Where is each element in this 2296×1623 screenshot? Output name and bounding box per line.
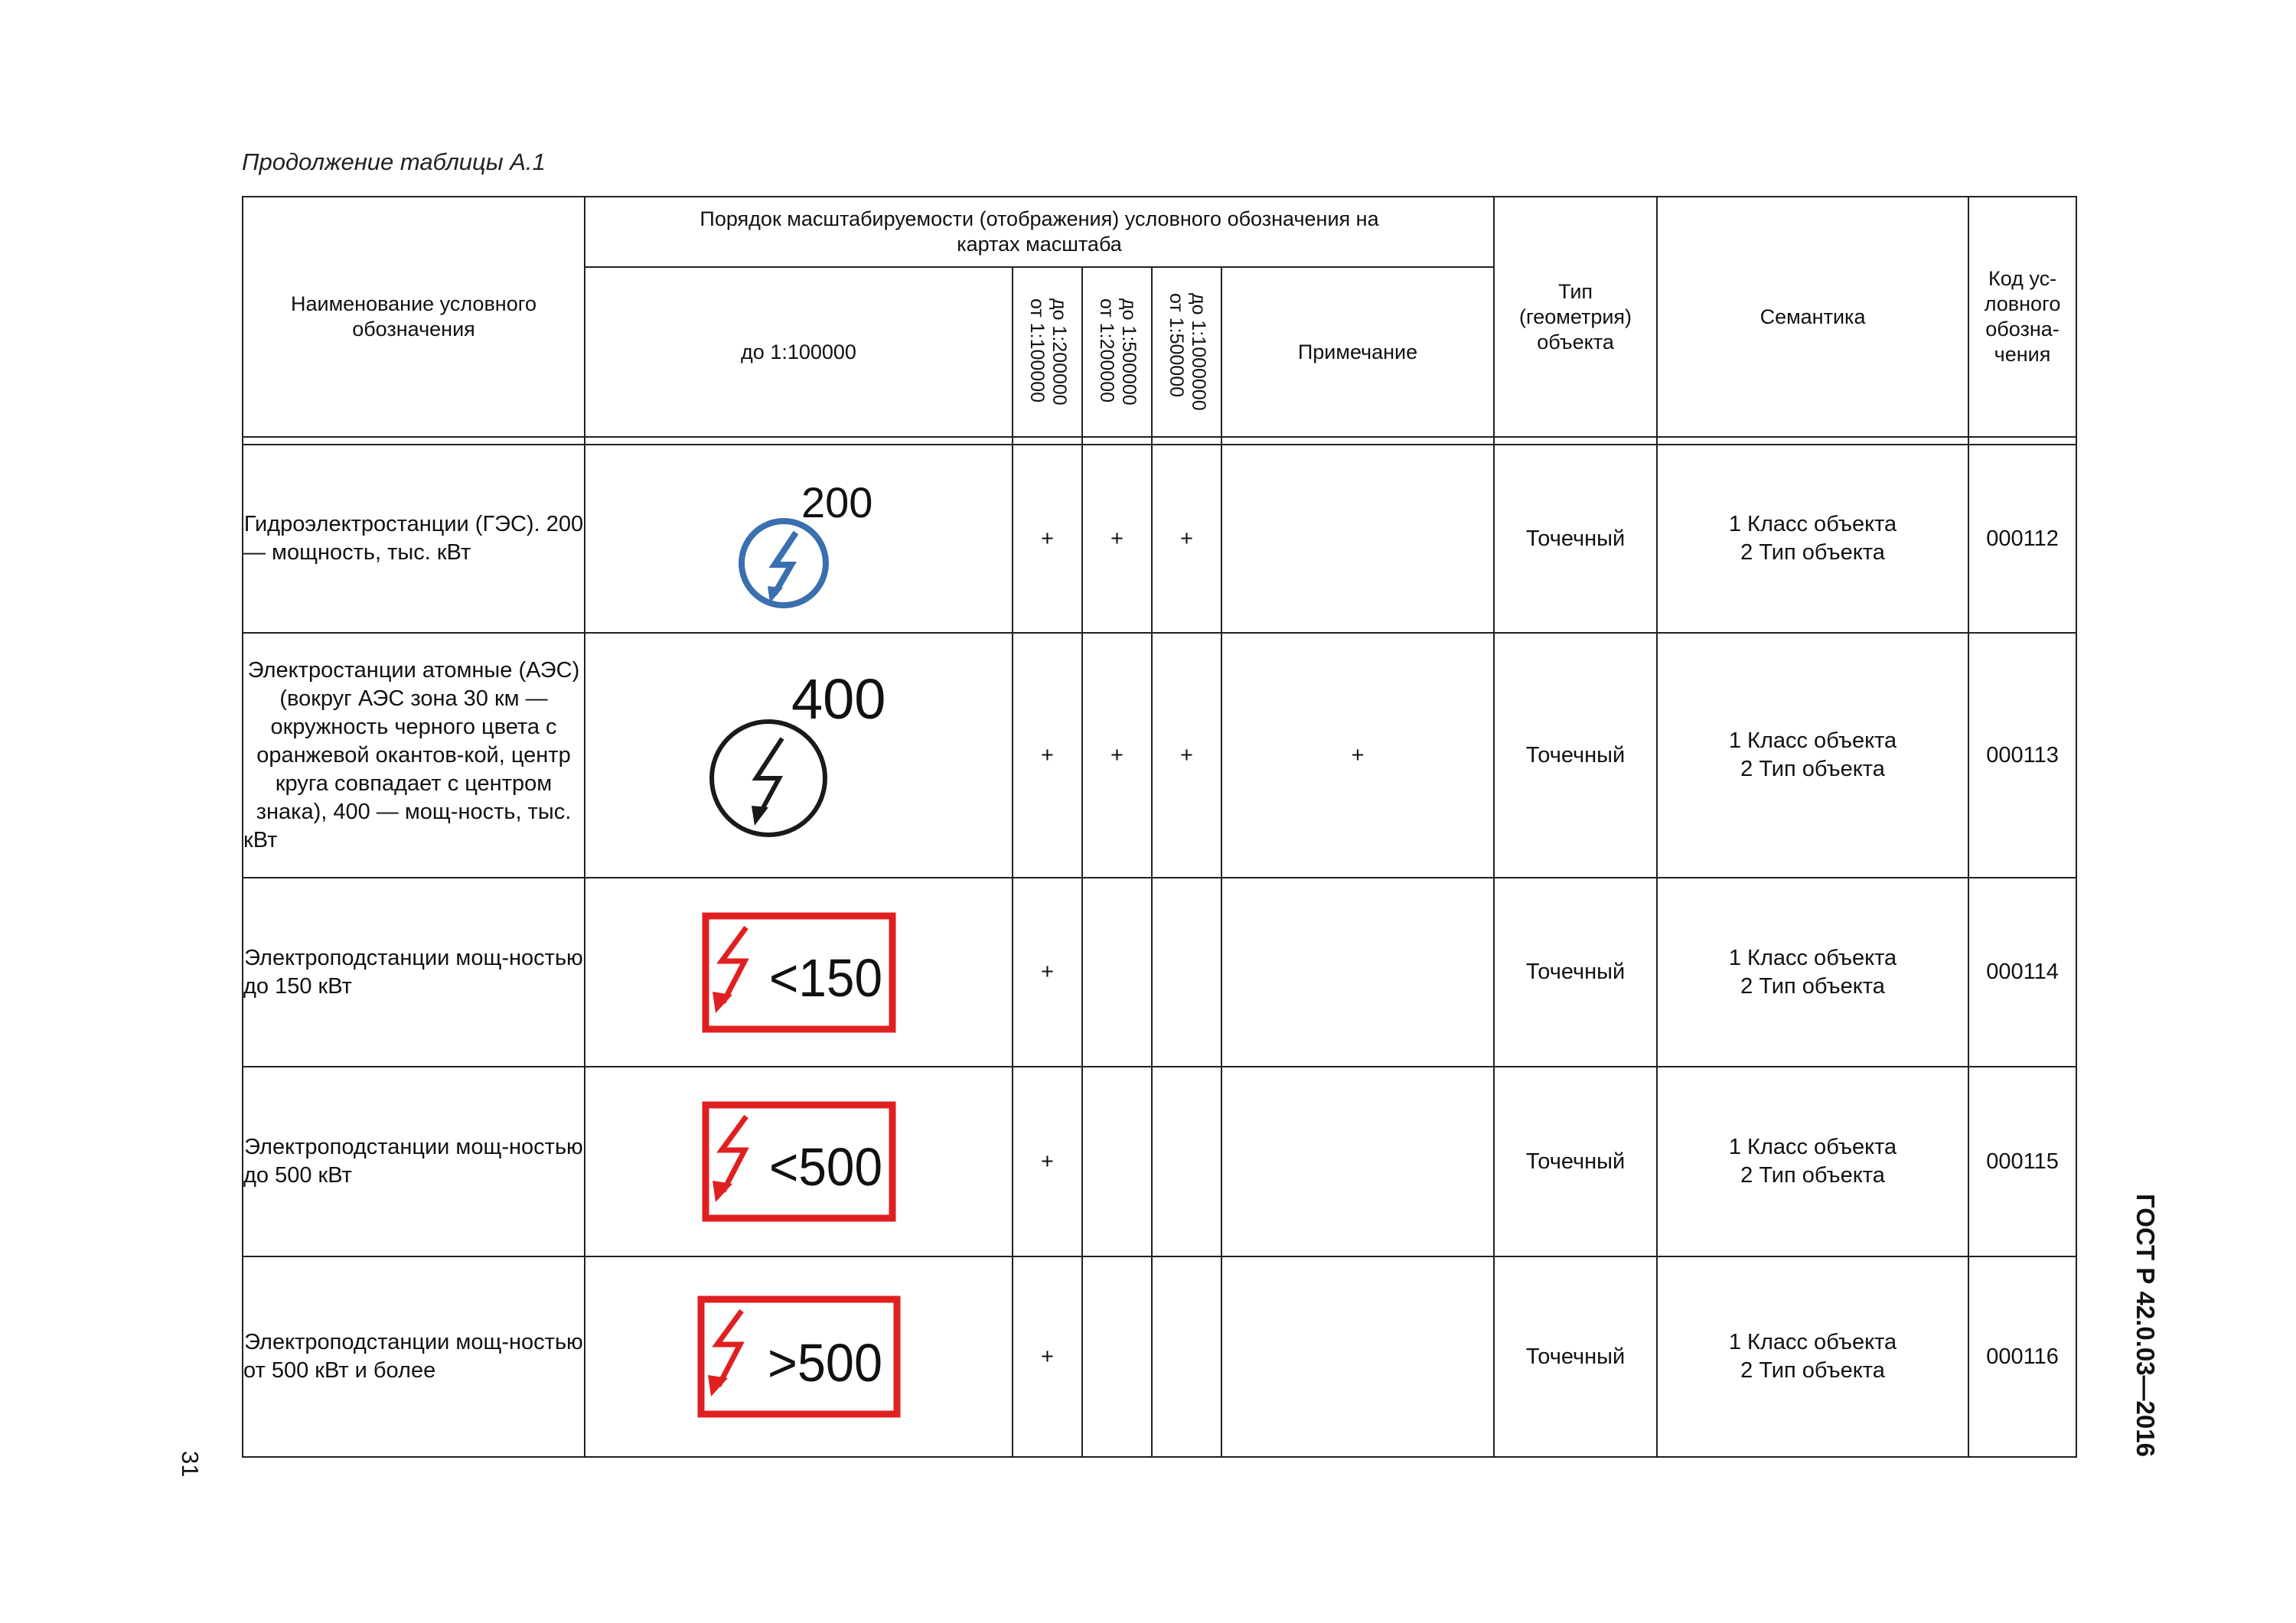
symbol-label: <500: [768, 1137, 882, 1197]
row-scale-3: +: [1082, 633, 1152, 878]
row-type: Точечный: [1494, 633, 1657, 878]
header-note: Примечание: [1221, 267, 1494, 437]
header-scale-group: Порядок масштабируемости (отображения) условного обозначения на картах масштаба: [585, 197, 1494, 267]
row-name: Электроподстанции мощ-ностью от 500 кВт и более: [243, 1256, 585, 1457]
header-scale-2: от 1:100000 до 1:200000: [1013, 267, 1082, 437]
row-scale-4: [1152, 878, 1221, 1067]
row-symbol: [585, 445, 1013, 633]
row-code: 000116: [1968, 1256, 2076, 1457]
row-type: Точечный: [1494, 878, 1657, 1067]
symbols-table: [242, 196, 2077, 1458]
row-scale-2: +: [1013, 1256, 1082, 1457]
row-semantics: 1 Класс объекта 2 Тип объекта: [1657, 633, 1968, 878]
row-scale-3: [1082, 1067, 1152, 1256]
row-name: Электроподстанции мощ-ностью до 500 кВт: [243, 1067, 585, 1256]
row-code: 000112: [1968, 445, 2076, 633]
row-semantics: 1 Класс объекта 2 Тип объекта: [1657, 1256, 1968, 1457]
row-name: Электростанции атомные (АЭС) (вокруг АЭС зона 30 км — окружность черного цвета с оранжевой окантов-кой, центр круга совпадает с центром знака), 400 — мощ-ность, тыс. кВт: [243, 633, 585, 878]
row-scale-4: [1152, 1256, 1221, 1457]
row-scale-3: +: [1082, 445, 1152, 633]
table-caption: Продолжение таблицы А.1: [242, 148, 546, 175]
row-code: 000115: [1968, 1067, 2076, 1256]
row-scale-4: +: [1152, 445, 1221, 633]
table-row: [243, 1256, 2076, 1457]
row-semantics: 1 Класс объекта 2 Тип объекта: [1657, 1067, 1968, 1256]
row-type: Точечный: [1494, 445, 1657, 633]
header-row-1: [243, 197, 2076, 267]
symbol-label: 200: [801, 478, 872, 526]
header-name: Наименование условного обозначения: [243, 197, 585, 437]
symbol-label: <150: [768, 947, 882, 1008]
row-name: Гидроэлектростанции (ГЭС). 200 — мощность, тыс. кВт: [243, 445, 585, 633]
table-row: [243, 445, 2076, 633]
row-scale-2: +: [1013, 633, 1082, 878]
substation-icon: [697, 1295, 901, 1418]
header-scale-4: от 1:500000 до 1:1000000: [1152, 267, 1221, 437]
row-scale-2: +: [1013, 445, 1082, 633]
header-scale-1: до 1:100000: [585, 267, 1013, 437]
header-semantics: Семантика: [1657, 197, 1968, 437]
symbol-label: 400: [791, 667, 885, 731]
row-symbol: [585, 878, 1013, 1067]
header-code: Код ус-ловного обозна-чения: [1968, 197, 2076, 437]
header-type: Тип (геометрия) объекта: [1494, 197, 1657, 437]
substation-icon: [702, 912, 896, 1033]
row-name: Электроподстанции мощ-ностью до 150 кВт: [243, 878, 585, 1067]
row-symbol: [585, 633, 1013, 878]
row-scale-4: +: [1152, 633, 1221, 878]
row-symbol: [585, 1256, 1013, 1457]
row-type: Точечный: [1494, 1067, 1657, 1256]
row-code: 000113: [1968, 633, 2076, 878]
row-semantics: 1 Класс объекта 2 Тип объекта: [1657, 445, 1968, 633]
hydro-power-station-icon: [684, 462, 914, 615]
row-scale-4: [1152, 1067, 1221, 1256]
row-code: 000114: [1968, 878, 2076, 1067]
table-row: [243, 633, 2076, 878]
symbol-label: >500: [767, 1333, 882, 1393]
row-scale-3: [1082, 1256, 1152, 1457]
table-row: [243, 1067, 2076, 1256]
header-separator: [243, 437, 2076, 445]
row-scale-2: +: [1013, 878, 1082, 1067]
row-note: [1221, 1067, 1494, 1256]
nuclear-power-station-icon: [677, 656, 921, 855]
page-number: 31: [177, 1451, 204, 1478]
row-note: [1221, 1256, 1494, 1457]
row-scale-2: +: [1013, 1067, 1082, 1256]
row-scale-3: [1082, 878, 1152, 1067]
substation-icon: [702, 1101, 896, 1222]
row-note: [1221, 445, 1494, 633]
row-note: [1221, 878, 1494, 1067]
row-type: Точечный: [1494, 1256, 1657, 1457]
header-scale-3: от 1:200000 до 1:500000: [1082, 267, 1152, 437]
standard-designation: ГОСТ Р 42.0.03—2016: [2131, 1194, 2160, 1457]
table-row: [243, 878, 2076, 1067]
row-symbol: [585, 1067, 1013, 1256]
row-note: +: [1221, 633, 1494, 878]
row-semantics: 1 Класс объекта 2 Тип объекта: [1657, 878, 1968, 1067]
